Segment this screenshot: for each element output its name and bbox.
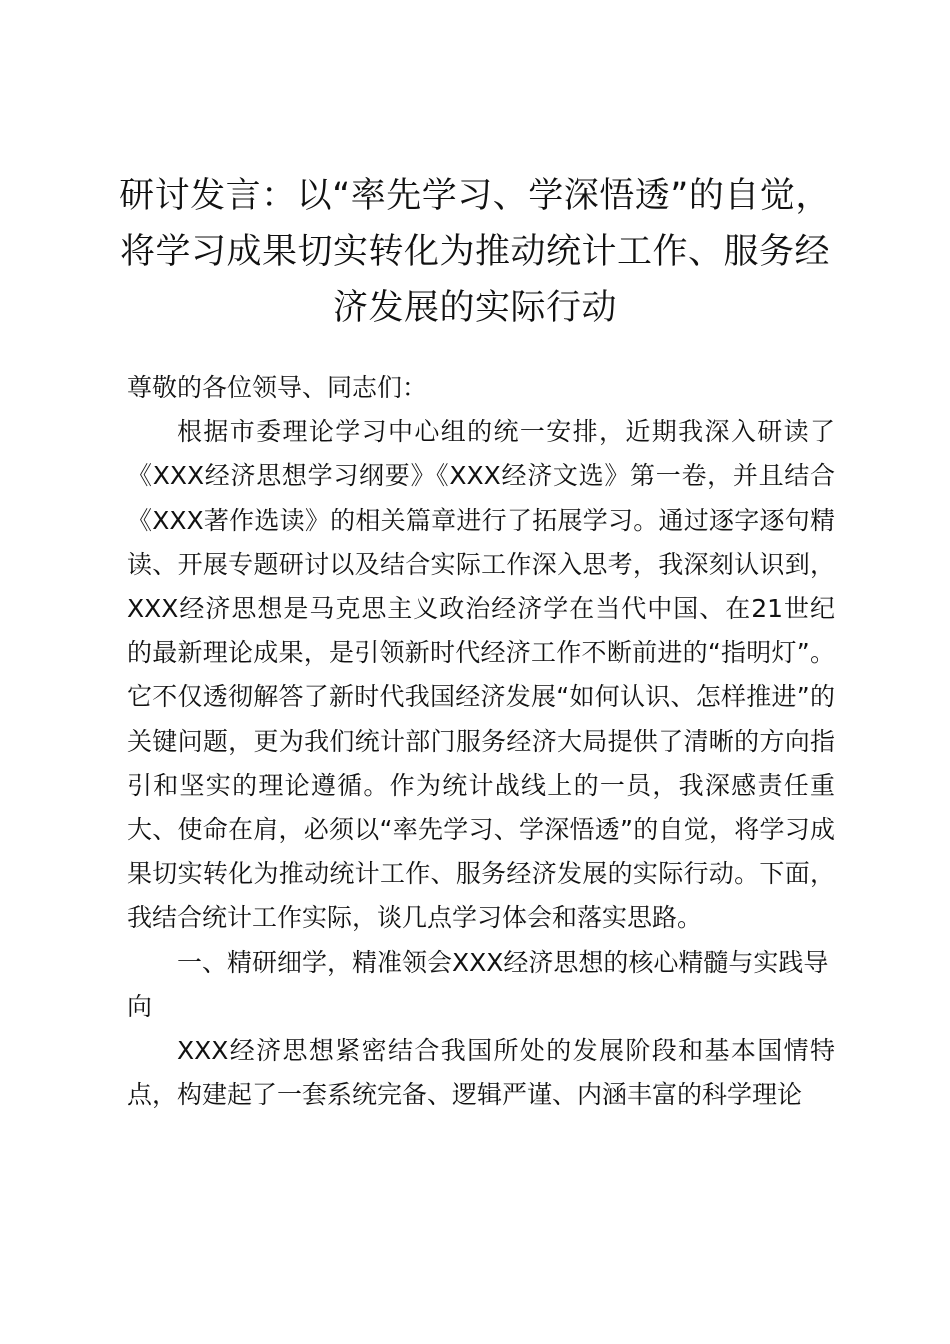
document-body [127, 366, 835, 1117]
salutation: 尊敬的各位领导、同志们： [127, 373, 428, 402]
section-paragraph: XXX经济思想紧密结合我国所处的发展阶段和基本国情特点，构建起了一套系统完备、逻辑严谨、内涵丰富的科学理论 [127, 1036, 835, 1110]
intro-paragraph: 根据市委理论学习中心组的统一安排，近期我深入研读了《XXX经济思想学习纲要》《XXX经济文选》第一卷，并且结合《XXX著作选读》的相关篇章进行了拓展学习。通过逐字逐句精读、开展专题研讨以及结合实际工作深入思考，我深刻认识到，XXX经济思想是马克思主义政治经济学在当代中国、在21世纪的最新理论成果，是引领新时代经济工作不断前进的“指明灯”。它不仅透彻解答了新时代我国经济发展“如何认识、怎样推进”的关键问题，更为我们统计部门服务经济大局提供了清晰的方向指引和坚实的理论遵循。作为统计战线上的一员，我深感责任重大、使命在肩，必须以“率先学习、学深悟透”的自觉，将学习成果切实转化为推动统计工作、服务经济发展的实际行动。下面，我结合统计工作实际，谈几点学习体会和落实思路。 [127, 417, 835, 933]
document-title: 研讨发言：以“率先学习、学深悟透”的自觉，将学习成果切实转化为推动统计工作、服务经济发展的实际行动 [119, 176, 831, 328]
section-heading: 一、精研细学，精准领会XXX经济思想的核心精髓与实践导向 [127, 947, 829, 1021]
